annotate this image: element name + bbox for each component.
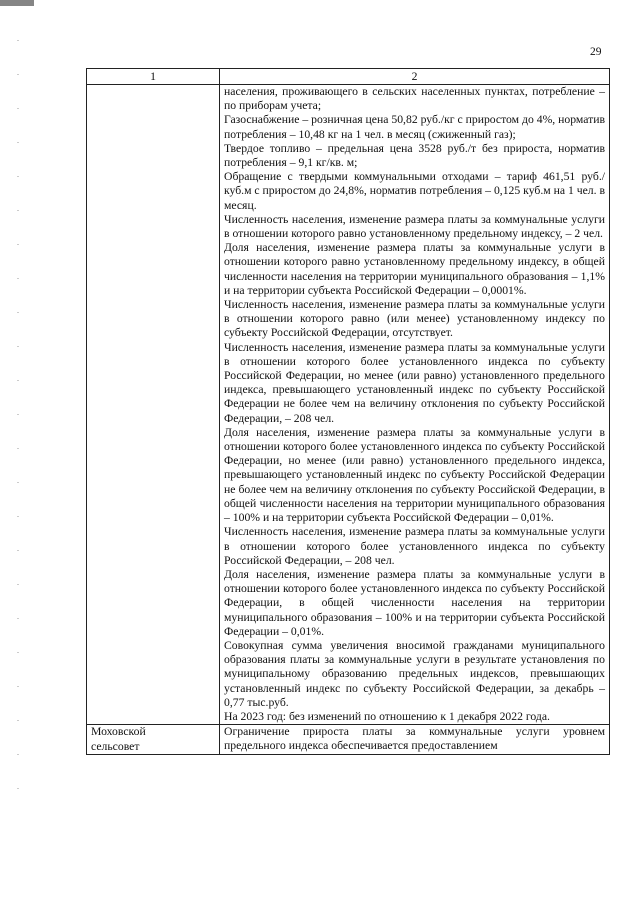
- paragraph: Ограничение прироста платы за коммунальные услуги уровнем предельного индекса обеспечивается предоставлением: [224, 725, 605, 753]
- paragraph: Доля населения, изменение размера платы за коммунальные услуги в отношении которого более установленного индекса по субъекту Российской Федерации, но менее (или равно) установленного предельного индекса, превышающего установленный индекс по субъекту Российской Федерации не более чем на величину отклонения по субъекту Российской Федерации, в общей численности населения на территории муниципального образования – 100% и на территории субъекта Российской Федерации – 0,01%.: [224, 425, 605, 525]
- binding-margin-dots: [17, 40, 19, 800]
- table-row: [87, 725, 610, 755]
- paragraph: Совокупная сумма увеличения вносимой гражданами муниципального образования платы за коммунальные услуги в результате установления по муниципальному образованию предельных индексов, превышающих установленный индекс по субъекту Российской Федерации, за декабрь – 0,77 тыс.руб.: [224, 638, 605, 709]
- paragraph: Доля населения, изменение размера платы за коммунальные услуги в отношении которого более установленного индекса по субъекту Российской Федерации, в общей численности населения на территории муниципального образования – 100% и на территории субъекта Российской Федерации – 0,01%.: [224, 567, 605, 638]
- municipality-name-line: сельсовет: [91, 739, 140, 753]
- paragraph: населения, проживающего в сельских населенных пунктах, потребление – по приборам учета;: [224, 85, 605, 113]
- scan-edge-mark: [0, 0, 34, 6]
- table-header-row: [87, 69, 610, 85]
- table-row: [87, 85, 610, 725]
- paragraph: На 2023 год: без изменений по отношению к 1 декабря 2022 года.: [224, 709, 550, 723]
- paragraph: Численность населения, изменение размера платы за коммунальные услуги в отношении которого более установленного индекса по субъекту Российской Федерации, – 208 чел.: [224, 525, 605, 567]
- page-number: 29: [590, 46, 602, 58]
- municipality-cell: [87, 725, 220, 755]
- description-cell: [220, 725, 610, 755]
- paragraph: Численность населения, изменение размера платы за коммунальные услуги в отношении которого более установленного индекса по субъекту Российской Федерации, но менее (или равно) установленного предельного индекса, превышающего установленный индекс по субъекту Российской Федерации не более чем на величину отклонения по субъекту Российской Федерации, – 208 чел.: [224, 340, 605, 425]
- paragraph: Обращение с твердыми коммунальными отходами – тариф 461,51 руб./куб.м с приростом до 24,8%, норматив потребления – 0,125 куб.м на 1 чел. в месяц.: [224, 170, 605, 212]
- paragraph: Численность населения, изменение размера платы за коммунальные услуги в отношении которого равно (или менее) установленному индексу по субъекту Российской Федерации, отсутствует.: [224, 298, 605, 340]
- paragraph: Твердое топливо – предельная цена 3528 руб./т без прироста, норматив потребления – 9,1 кг/кв. м;: [224, 141, 605, 170]
- municipality-name-line: Моховской: [91, 725, 146, 739]
- column-header-1: 1: [87, 69, 220, 85]
- paragraph: Доля населения, изменение размера платы за коммунальные услуги в отношении которого равно установленному предельному индексу, в общей численности населения на территории муниципального образования – 1,1% и на территории субъекта Российской Федерации – 0,0001%.: [224, 241, 605, 297]
- paragraph: Численность населения, изменение размера платы за коммунальные услуги в отношении которого равно установленному предельному индексу, – 2 чел.: [224, 212, 605, 241]
- document-table: [86, 68, 610, 755]
- municipality-cell: [87, 85, 220, 725]
- column-header-2: 2: [220, 69, 610, 85]
- paragraph: Газоснабжение – розничная цена 50,82 руб./кг с приростом до 4%, норматив потребления – 10,48 кг на 1 чел. в месяц (сжиженный газ);: [224, 113, 605, 141]
- description-cell: [220, 85, 610, 725]
